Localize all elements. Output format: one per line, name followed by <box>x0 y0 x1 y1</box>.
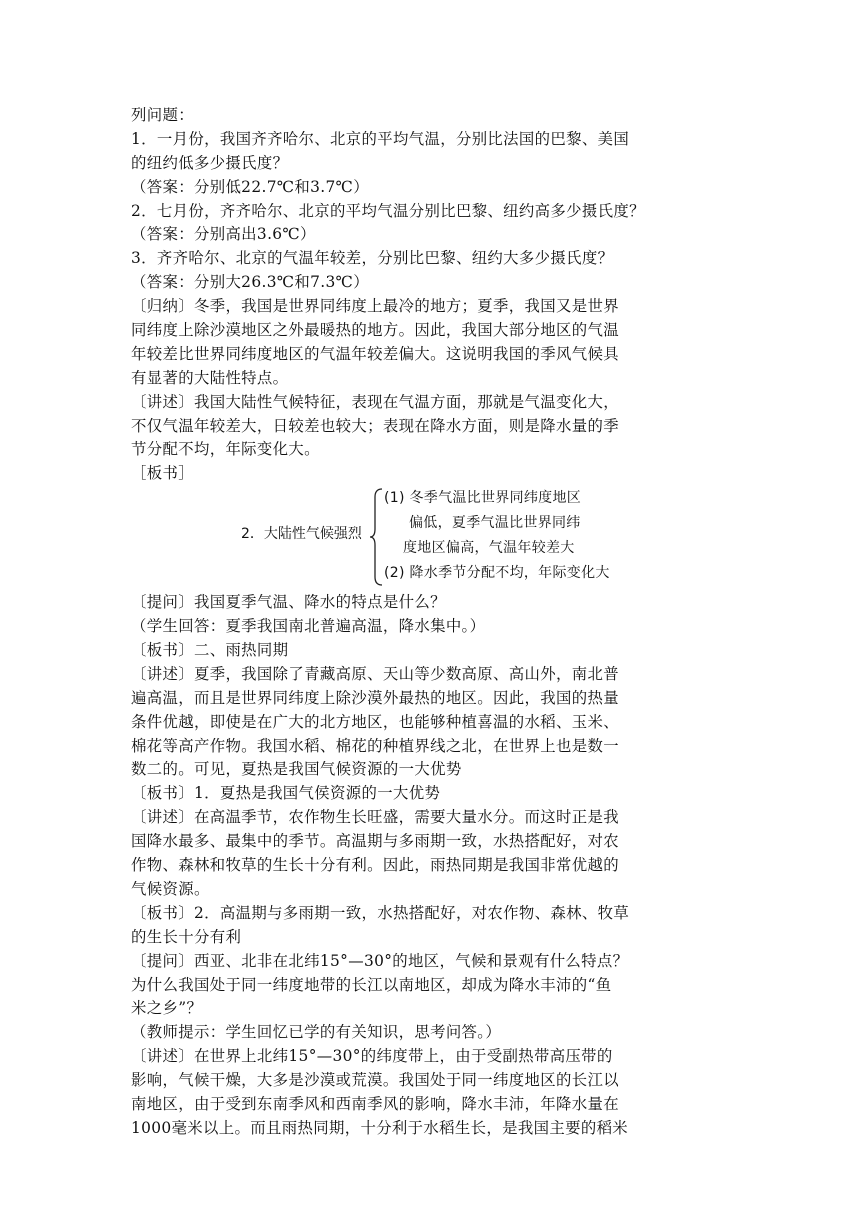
text-line: 条件优越，即使是在广大的北方地区，也能够种植喜温的水稻、玉米、 <box>131 712 619 731</box>
board-item-2: (2) 降水季节分配不均，年际变化大 <box>384 565 610 582</box>
text-line: （学生回答：夏季我国南北普遍高温，降水集中。） <box>131 617 486 636</box>
blackboard-summary <box>131 487 731 589</box>
text-line: 〔提问〕我国夏季气温、降水的特点是什么？ <box>131 593 446 612</box>
text-line: 节分配不均，年际变化大。 <box>131 440 320 459</box>
text-line: 〔讲述〕在世界上北纬15°—30°的纬度带上，由于受副热带高压带的 <box>131 1047 613 1066</box>
board-item-1-line-2: 偏低，夏季气温比世界同纬 <box>409 515 581 532</box>
text-line: 〔板书〕1．夏热是我国气侯资源的一大优势 <box>131 784 441 803</box>
text-line: 为什么我国处于同一纬度地带的长江以南地区，却成为降水丰沛的“鱼 <box>131 975 612 994</box>
text-line: 〔提问〕西亚、北非在北纬15°—30°的地区，气候和景观有什么特点？ <box>131 951 629 970</box>
text-line: 〔讲述〕我国大陆性气候特征，表现在气温方面，那就是气温变化大， <box>131 392 619 411</box>
text-line: 国降水最多、最集中的季节。高温期与多雨期一致，水热搭配好，对农 <box>131 832 619 851</box>
board-item-1-line-1: (1) 冬季气温比世界同纬度地区 <box>384 490 582 507</box>
text-line: 〔讲述〕在高温季节，农作物生长旺盛，需要大量水分。而这时正是我 <box>131 808 619 827</box>
text-line: 南地区，由于受到东南季风和西南季风的影响，降水丰沛，年降水量在 <box>131 1094 619 1113</box>
text-line: 年较差比世界同纬度地区的气温年较差偏大。这说明我国的季风气候具 <box>131 344 619 363</box>
text-line: 2．七月份，齐齐哈尔、北京的平均气温分别比巴黎、纽约高多少摄氏度？ <box>131 201 645 220</box>
text-block-bottom <box>131 591 731 1140</box>
document-page <box>131 104 731 1141</box>
text-line: （答案：分别低22.7℃和3.7℃） <box>131 177 369 196</box>
text-line: 作物、森林和牧草的生长十分有利。因此，雨热同期是我国非常优越的 <box>131 856 619 875</box>
text-line: ［板书］ <box>131 464 194 483</box>
text-line: （答案：分别大26.3℃和7.3℃） <box>131 273 369 292</box>
text-line: 有显著的大陆性特点。 <box>131 368 289 387</box>
text-line: 的纽约低多少摄氏度？ <box>131 153 289 172</box>
text-line: 1000毫米以上。而且雨热同期，十分利于水稻生长，是我国主要的稻米 <box>131 1118 629 1137</box>
board-item-1-line-3: 度地区偏高，气温年较差大 <box>403 540 575 557</box>
text-line: 3．齐齐哈尔、北京的气温年较差，分别比巴黎、纽约大多少摄氏度？ <box>131 249 614 268</box>
text-line: 〔板书〕2．高温期与多雨期一致，水热搭配好，对农作物、森林、牧草 <box>131 903 630 922</box>
text-line: 气候资源。 <box>131 879 210 898</box>
text-line: 1．一月份，我国齐齐哈尔、北京的平均气温，分别比法国的巴黎、美国 <box>131 129 630 148</box>
board-title: 2．大陆性气候强烈 <box>241 526 362 543</box>
text-line: 同纬度上除沙漠地区之外最暖热的地方。因此，我国大部分地区的气温 <box>131 321 619 340</box>
text-line: 的生长十分有利 <box>131 927 242 946</box>
text-line: 影响，气候干燥，大多是沙漠或荒漠。我国处于同一纬度地区的长江以 <box>131 1071 619 1090</box>
text-line: 不仅气温年较差大，日较差也较大；表现在降水方面，则是降水量的季 <box>131 416 619 435</box>
text-block-top <box>131 104 731 486</box>
text-line: （答案：分别高出3.6℃） <box>131 225 316 244</box>
text-line: 〔归纳〕冬季，我国是世界同纬度上最冷的地方；夏季，我国又是世界 <box>131 297 619 316</box>
text-line: 列问题： <box>131 106 194 124</box>
text-line: （教师提示：学生回忆已学的有关知识，思考问答。） <box>131 1023 502 1042</box>
text-line: 〔讲述〕夏季，我国除了青藏高原、天山等少数高原、高山外，南北普 <box>131 664 619 683</box>
text-line: 〔板书〕二、雨热同期 <box>131 641 289 660</box>
text-line: 数二的。可见，夏热是我国气候资源的一大优势 <box>131 760 462 779</box>
text-line: 遍高温，而且是世界同纬度上除沙漠外最热的地区。因此，我国的热量 <box>131 688 619 707</box>
text-line: 棉花等高产作物。我国水稻、棉花的种植界线之北，在世界上也是数一 <box>131 736 619 755</box>
text-line: 米之乡”？ <box>131 999 203 1018</box>
